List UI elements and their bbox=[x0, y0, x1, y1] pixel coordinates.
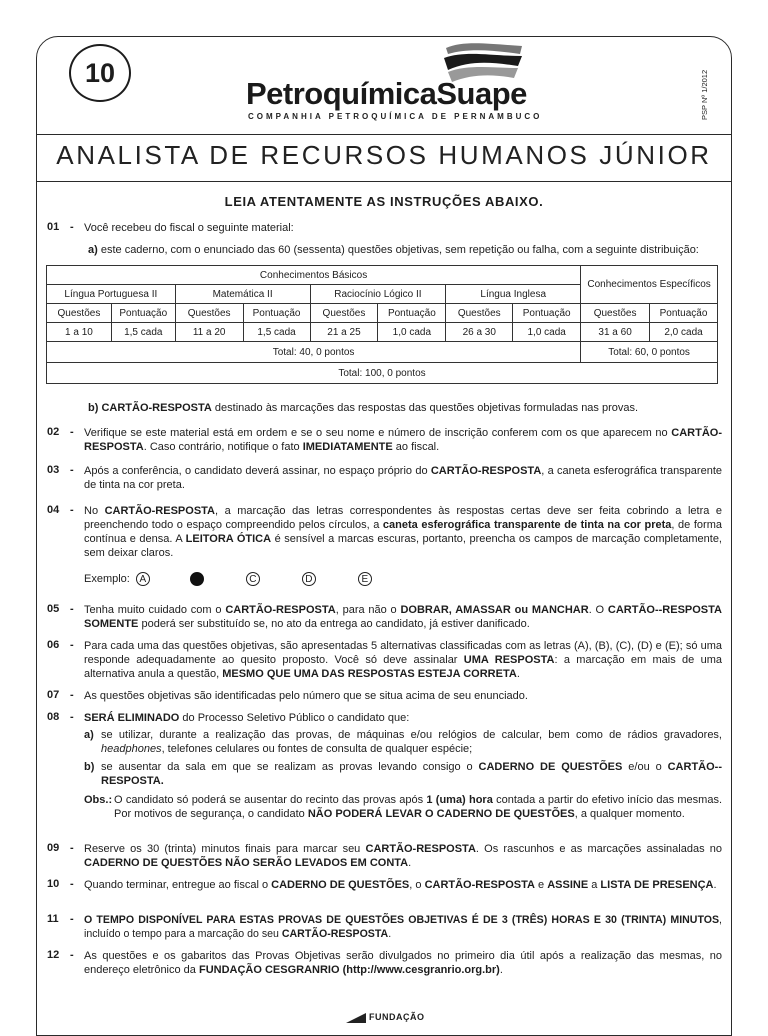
column-header: Questões bbox=[47, 304, 112, 323]
item-number: 01 bbox=[47, 221, 60, 233]
item-dash: - bbox=[70, 689, 74, 701]
item-dash: - bbox=[70, 504, 74, 516]
item-dash: - bbox=[70, 913, 74, 925]
job-title: ANALISTA DE RECURSOS HUMANOS JÚNIOR bbox=[56, 140, 712, 170]
item-dash: - bbox=[70, 464, 74, 476]
instruction-08: SERÁ ELIMINADO do Processo Seletivo Público o candidato que: bbox=[84, 712, 410, 724]
marking-example bbox=[84, 572, 372, 586]
column-header: Pontuação bbox=[650, 304, 718, 323]
footer-logo-icon bbox=[346, 1013, 366, 1023]
item-dash: - bbox=[70, 842, 74, 854]
instruction-07: As questões objetivas são identificadas pelo número que se situa acima de seu enunciado. bbox=[84, 690, 528, 702]
subject-cell: Raciocínio Lógico II bbox=[310, 285, 446, 304]
bubble-c: C bbox=[246, 572, 260, 586]
instruction-02: Verifique se este material está em ordem e se o seu nome e número de inscrição conferem com os que aparecem no CARTÃO-RESPOSTA. Caso contrário, notifique o fato IMEDIATAMENTE ao fiscal. bbox=[84, 427, 722, 453]
item-number: 02 bbox=[47, 426, 60, 438]
instruction-08-obs: O candidato só poderá se ausentar do recinto das provas após 1 (uma) hora contada a partir do efetivo início das mesmas. Por motivos de segurança, o candidato NÃO PODERÁ LEVAR O CADERNO DE QUESTÕES, a qualquer momento. bbox=[114, 794, 723, 820]
item-number: 12 bbox=[47, 949, 60, 961]
total-specific: Total: 60, 0 pontos bbox=[581, 342, 718, 363]
obs-label: Obs.: bbox=[84, 794, 113, 806]
item-08a-label: a) bbox=[84, 729, 94, 741]
subject-cell: Língua Inglesa bbox=[446, 285, 581, 304]
item-number: 08 bbox=[47, 711, 60, 723]
table-cell: 31 a 60 bbox=[581, 323, 650, 342]
instruction-04: No CARTÃO-RESPOSTA, a marcação das letras correspondentes às respostas certas deve ser feita cobrindo a letra e preenchendo todo o espaço compreendido pelos círculos, a caneta esferográfica transparente de tinta na cor preta, de forma contínua e densa. A LEITORA ÓTICA é sensível a marcas escuras, portanto, preencha os campos de marcação completamente, sem deixar claros. bbox=[84, 505, 722, 559]
instruction-03: Após a conferência, o candidato deverá assinar, no espaço próprio do CARTÃO-RESPOSTA, a caneta esferográfica transparente de tinta na cor preta. bbox=[84, 465, 722, 491]
item-dash: - bbox=[70, 603, 74, 615]
table-cell: 1,5 cada bbox=[111, 323, 175, 342]
column-header: Questões bbox=[310, 304, 378, 323]
example-label: Exemplo: bbox=[84, 573, 130, 585]
column-header: Pontuação bbox=[243, 304, 310, 323]
table-cell: 1,5 cada bbox=[243, 323, 310, 342]
bubble-filled bbox=[190, 572, 204, 586]
divider bbox=[37, 134, 731, 135]
bubble-a: A bbox=[136, 572, 150, 586]
table-header: Conhecimentos Específicos bbox=[581, 266, 718, 304]
item-number: 10 bbox=[47, 878, 60, 890]
divider bbox=[37, 181, 731, 182]
edition-code: PSP Nº 1/2012 bbox=[700, 69, 709, 120]
item-08b-label: b) bbox=[84, 761, 95, 773]
table-cell: 1,0 cada bbox=[378, 323, 446, 342]
table-cell: 1,0 cada bbox=[513, 323, 581, 342]
item-number: 03 bbox=[47, 464, 60, 476]
instruction-01: Você recebeu do fiscal o seguinte material: bbox=[84, 222, 294, 234]
column-header: Pontuação bbox=[513, 304, 581, 323]
item-number: 05 bbox=[47, 603, 60, 615]
item-number: 09 bbox=[47, 842, 60, 854]
instructions-heading: LEIA ATENTAMENTE AS INSTRUÇÕES ABAIXO. bbox=[224, 194, 544, 209]
item-number: 04 bbox=[47, 504, 60, 516]
instruction-05: Tenha muito cuidado com o CARTÃO-RESPOSTA, para não o DOBRAR, AMASSAR ou MANCHAR. O CARTÃO--RESPOSTA SOMENTE poderá ser substituído se, no ato da entrega ao candidato, já estiver danificado. bbox=[84, 604, 722, 630]
total-all: Total: 100, 0 pontos bbox=[47, 363, 718, 384]
table-header: Conhecimentos Básicos bbox=[47, 266, 581, 285]
item-number: 06 bbox=[47, 639, 60, 651]
subject-cell: Língua Portuguesa II bbox=[47, 285, 176, 304]
table-row bbox=[47, 323, 718, 342]
table-cell: 11 a 20 bbox=[175, 323, 243, 342]
instruction-06: Para cada uma das questões objetivas, são apresentadas 5 alternativas classificadas com as letras (A), (B), (C), (D) e (E); só uma responde adequadamente ao quesito proposto. Você só deve assinalar UMA RESPOSTA: a marcação em mais de uma alternativa anula a questão, MESMO QUE UMA DAS RESPOSTAS ESTEJA CORRETA. bbox=[84, 640, 722, 680]
item-dash: - bbox=[70, 426, 74, 438]
table-cell: 2,0 cada bbox=[650, 323, 718, 342]
company-subtitle: COMPANHIA PETROQUÍMICA DE PERNAMBUCO bbox=[248, 112, 543, 121]
instruction-10: Quando terminar, entregue ao fiscal o CADERNO DE QUESTÕES, o CARTÃO-RESPOSTA e ASSINE a LISTA DE PRESENÇA. bbox=[84, 879, 717, 891]
column-header: Pontuação bbox=[111, 304, 175, 323]
item-dash: - bbox=[70, 221, 74, 233]
item-dash: - bbox=[70, 711, 74, 723]
table-cell: 26 a 30 bbox=[446, 323, 513, 342]
instruction-12: As questões e os gabaritos das Provas Objetivas serão divulgados no primeiro dia útil após a realização das mesmas, no endereço eletrônico da FUNDAÇÃO CESGRANRIO (http://www.cesgranrio.org.br). bbox=[84, 950, 722, 976]
instruction-01a: a) este caderno, com o enunciado das 60 (sessenta) questões objetivas, sem repetição ou falha, com a seguinte distribuição: bbox=[88, 244, 699, 256]
bubble-d: D bbox=[302, 572, 316, 586]
instruction-08b: se ausentar da sala em que se realizam as provas levando consigo o CADERNO DE QUESTÕES e/ou o CARTÃO--RESPOSTA. bbox=[101, 761, 722, 787]
instruction-11: O TEMPO DISPONÍVEL PARA ESTAS PROVAS DE QUESTÕES OBJETIVAS É DE 3 (TRÊS) HORAS E 30 (TRINTA) MINUTOS, incluído o tempo para a marcação do seu CARTÃO-RESPOSTA. bbox=[84, 914, 722, 940]
item-number: 07 bbox=[47, 689, 60, 701]
company-logo bbox=[246, 40, 546, 126]
column-header: Pontuação bbox=[378, 304, 446, 323]
total-basic: Total: 40, 0 pontos bbox=[47, 342, 581, 363]
item-dash: - bbox=[70, 639, 74, 651]
column-header: Questões bbox=[581, 304, 650, 323]
table-cell: 1 a 10 bbox=[47, 323, 112, 342]
instruction-08a: se utilizar, durante a realização das provas, de máquinas e/ou relógios de calcular, bem como de rádios gravadores, headphones, telefones celulares ou fontes de consulta de qualquer espécie; bbox=[101, 729, 722, 755]
column-header: Questões bbox=[446, 304, 513, 323]
instruction-01b: b) CARTÃO-RESPOSTA destinado às marcações das respostas das questões objetivas formuladas nas provas. bbox=[88, 402, 639, 414]
item-number: 11 bbox=[47, 913, 59, 925]
question-distribution-table bbox=[46, 265, 718, 384]
instruction-09: Reserve os 30 (trinta) minutos finais para marcar seu CARTÃO-RESPOSTA. Os rascunhos e as marcações assinaladas no CADERNO DE QUESTÕES NÃO SERÃO LEVADOS EM CONTA. bbox=[84, 843, 722, 869]
company-name: PetroquímicaSuape bbox=[246, 76, 527, 111]
booklet-number: 10 bbox=[69, 44, 131, 102]
table-cell: 21 a 25 bbox=[310, 323, 378, 342]
subject-cell: Matemática II bbox=[175, 285, 310, 304]
footer-logo bbox=[346, 1012, 425, 1023]
bubble-e: E bbox=[358, 572, 372, 586]
column-header: Questões bbox=[175, 304, 243, 323]
item-dash: - bbox=[70, 878, 74, 890]
footer-brand: FUNDAÇÃO bbox=[369, 1012, 425, 1022]
item-dash: - bbox=[70, 949, 74, 961]
